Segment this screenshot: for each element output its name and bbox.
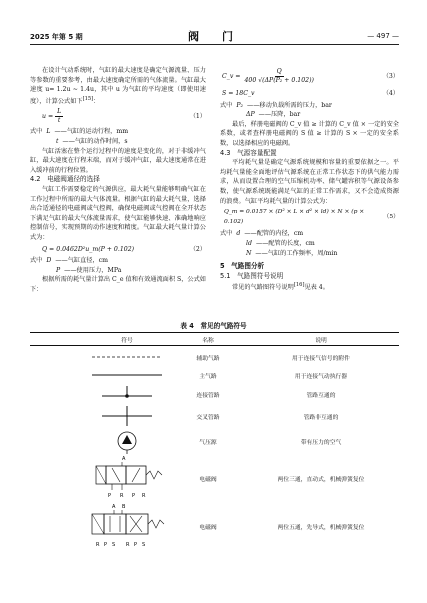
text: ： bbox=[93, 97, 100, 105]
equation-number: （1） bbox=[189, 113, 206, 121]
definition bbox=[220, 239, 399, 249]
row-name: 电磁阀 bbox=[199, 477, 217, 483]
table-row bbox=[30, 502, 399, 552]
definition-text: ——使用压力，MPa bbox=[64, 266, 122, 274]
port-label: P bbox=[132, 493, 136, 499]
symbol: d bbox=[236, 230, 241, 238]
row-desc: 管路互通的 bbox=[306, 393, 336, 399]
header-name: 名称 bbox=[202, 338, 214, 344]
table-top-rule bbox=[30, 332, 399, 333]
equation-2 bbox=[30, 243, 206, 257]
row-name: 气压源 bbox=[199, 440, 217, 446]
symbol: P bbox=[56, 266, 61, 274]
section-heading: 4.3 气源容量配置 bbox=[220, 148, 277, 157]
citation: [16] bbox=[293, 282, 305, 289]
definition bbox=[220, 249, 399, 259]
definition bbox=[30, 137, 206, 147]
definition-text: ——配管的长度，cm bbox=[255, 239, 315, 247]
port-label: P bbox=[108, 493, 112, 499]
journal-title: 阀 门 bbox=[188, 30, 239, 43]
symbol: P₂ bbox=[236, 101, 244, 109]
eq-lhs: C_v = bbox=[222, 73, 241, 80]
symbol: ld bbox=[246, 239, 252, 247]
row-name: 连接管路 bbox=[196, 393, 220, 399]
definition-text: ——压降，bar bbox=[258, 111, 301, 119]
right-column bbox=[220, 66, 399, 293]
equation-number: （3） bbox=[382, 72, 399, 80]
text: 在设计气动系统时，气缸的最大速度是确定气源流量、压力等参数的重要参考，由最大速度确定所需的气体流量。气缸最大速度 u bbox=[30, 67, 206, 94]
paragraph: 平均耗气量是确定气源系统规模和容量的重要依据之一。平均耗气量能全面地评估气源系统在正常工作状态下的供气能力需求，从而设置合理的空气压缩机功率、储气罐容积等气源设备参数，使气源系统既能满足气缸的正常工作需求，又不会造成资源的浪费。气缸平均耗气量的计算公式为： bbox=[220, 159, 399, 205]
paragraph: 最后，样册电磁阀的 C_v 值 ≥ 计算的 C_v 值 × 一定的安全系数，或者查样册电磁阀的 S 值 ≥ 计算的 S × 一定的安全系数，以选择相应的电磁阀。 bbox=[220, 120, 399, 147]
section-heading: 5 气路图分析 bbox=[220, 262, 265, 271]
solid-line-symbol bbox=[82, 366, 172, 384]
denominator: 400 √(ΔP(P₂ + 0.102)) bbox=[244, 77, 314, 84]
table-row bbox=[30, 428, 399, 454]
issue-label: 2025 年第 5 期 bbox=[30, 33, 83, 41]
table-row bbox=[30, 454, 399, 502]
page-number: — 497 — bbox=[367, 32, 399, 40]
symbol: t bbox=[56, 138, 59, 146]
row-name: 辅助气路 bbox=[196, 356, 220, 362]
row-name: 电磁阀 bbox=[199, 525, 217, 531]
page-header bbox=[0, 0, 427, 50]
symbol: D bbox=[46, 257, 52, 265]
fraction bbox=[242, 68, 315, 85]
equation-text: S = 18C_v bbox=[222, 90, 255, 97]
where-label: 式中 bbox=[30, 257, 43, 265]
row-desc: 管路非互通的 bbox=[303, 415, 339, 421]
equation-4 bbox=[220, 87, 399, 101]
header-description: 说明 bbox=[315, 338, 327, 344]
definition bbox=[30, 266, 206, 276]
port-label: R bbox=[96, 542, 100, 548]
port-label: A bbox=[112, 504, 116, 510]
symbol: N bbox=[246, 249, 252, 257]
numerator: L bbox=[57, 108, 62, 116]
row-name: 交叉管路 bbox=[196, 415, 220, 421]
row-name: 主气路 bbox=[199, 374, 217, 380]
symbol: L bbox=[46, 128, 51, 136]
port-label: S bbox=[142, 542, 146, 548]
subsection-heading: 5.1 气路图符号说明 bbox=[220, 271, 284, 280]
table-row bbox=[30, 366, 399, 384]
definition bbox=[220, 229, 399, 239]
fraction bbox=[55, 108, 63, 125]
symbol: ΔP bbox=[246, 111, 255, 119]
definition-text: ——气缸直径，cm bbox=[55, 257, 108, 265]
equation-number: （4） bbox=[382, 90, 399, 97]
row-desc: 两位五通，先导式，机械弹簧复位 bbox=[277, 525, 365, 531]
definition bbox=[220, 110, 399, 120]
where-label: 式中 bbox=[30, 128, 43, 136]
junction-symbol bbox=[82, 384, 172, 404]
row-desc: 两位三通，直动式，机械弹簧复位 bbox=[277, 477, 365, 483]
port-label: R bbox=[120, 493, 124, 499]
paragraph: 气缸工作需要稳定的气源供应，最大耗气量能够明确气缸在工作过程中所需的最大气体流量。根据气缸的最大耗气量，选择出合适通径的电磁阀或气控阀，确保电磁阀或气控阀在全开状态下满足气缸的最大气体流量需求，使气缸能够快速、准确地响应控制信号，实现预期的动作速度和精度。气缸最大耗气量计算公式为： bbox=[30, 186, 206, 241]
definition-text: ——气缸的工作频率，周/min bbox=[255, 249, 338, 257]
equation-number: （2） bbox=[189, 245, 206, 253]
definition bbox=[30, 256, 206, 266]
definition bbox=[220, 101, 399, 111]
citation: [15] bbox=[82, 95, 94, 102]
paragraph bbox=[220, 281, 399, 293]
port-label: P bbox=[104, 542, 108, 548]
port-label: B bbox=[122, 504, 126, 510]
equation-3 bbox=[220, 66, 399, 87]
text: = 1.2u ~ 1.4u，其中 u 为气缸的平均速度（即使用速度），计算公式如下 bbox=[30, 86, 206, 105]
table-caption: 表 4 常见的气路符号 bbox=[180, 322, 247, 330]
paragraph: 气缸活塞在整个运行过程中的速度是变化的，对于非缓冲气缸，最大速度在行程末端，而对于缓冲气缸，最大速度通常在进入缓冲前的行程位置。 bbox=[30, 147, 206, 174]
where-label: 式中 bbox=[220, 230, 233, 238]
pressure-source-icon bbox=[82, 428, 172, 454]
equation-text: Q = 0.0462D²u_m(P + 0.102) bbox=[42, 245, 135, 253]
eq-lhs: u = bbox=[42, 113, 54, 121]
table-header-rule bbox=[30, 345, 399, 346]
text: 常见的气路图符号说明 bbox=[232, 284, 294, 292]
text: 见表 4。 bbox=[304, 284, 329, 292]
row-desc: 带有压力的空气 bbox=[300, 440, 342, 446]
header-rule bbox=[30, 44, 399, 45]
valve-3-2-icon bbox=[82, 454, 172, 502]
table-row bbox=[30, 348, 399, 366]
definition-text: ——气缸的动作时间，s bbox=[62, 138, 128, 146]
paragraph: 根据所需的耗气量计算出 C_e 值和有效通流面积 S，公式如下： bbox=[30, 276, 206, 293]
left-column bbox=[30, 66, 206, 295]
paragraph bbox=[30, 66, 206, 106]
definition-text: ——移动负载所需的压力，bar bbox=[247, 101, 332, 109]
port-label: R bbox=[142, 493, 146, 499]
table-row bbox=[30, 404, 399, 428]
equation-text: Q_m = 0.0157 × (D² × L × d² × ld) × N × (p × 0.102) bbox=[224, 209, 365, 225]
crossing-symbol bbox=[82, 404, 172, 428]
valve-5-2-icon bbox=[82, 502, 172, 552]
section-heading: 4.2 电磁阀通径的选择 bbox=[30, 175, 100, 184]
definition-text: ——配管的内径，cm bbox=[244, 230, 304, 238]
row-desc: 用于连接气信号的附件 bbox=[292, 356, 350, 362]
port-label: P bbox=[134, 542, 138, 548]
port-label: A bbox=[122, 456, 126, 462]
header-symbol: 符号 bbox=[121, 338, 133, 344]
equation-number: （5） bbox=[383, 213, 399, 220]
definition bbox=[30, 127, 206, 137]
dashed-line-symbol bbox=[82, 348, 172, 366]
equation-1 bbox=[30, 106, 206, 127]
table-row bbox=[30, 384, 399, 404]
denominator: t bbox=[57, 117, 61, 125]
equation-5 bbox=[220, 206, 399, 229]
definition-text: ——气缸的运动行程，mm bbox=[54, 128, 129, 136]
port-label: R bbox=[126, 542, 130, 548]
where-label: 式中 bbox=[220, 101, 233, 109]
numerator: Q bbox=[276, 68, 282, 75]
row-desc: 用于连接气动执行器 bbox=[294, 374, 348, 380]
port-label: S bbox=[112, 542, 116, 548]
